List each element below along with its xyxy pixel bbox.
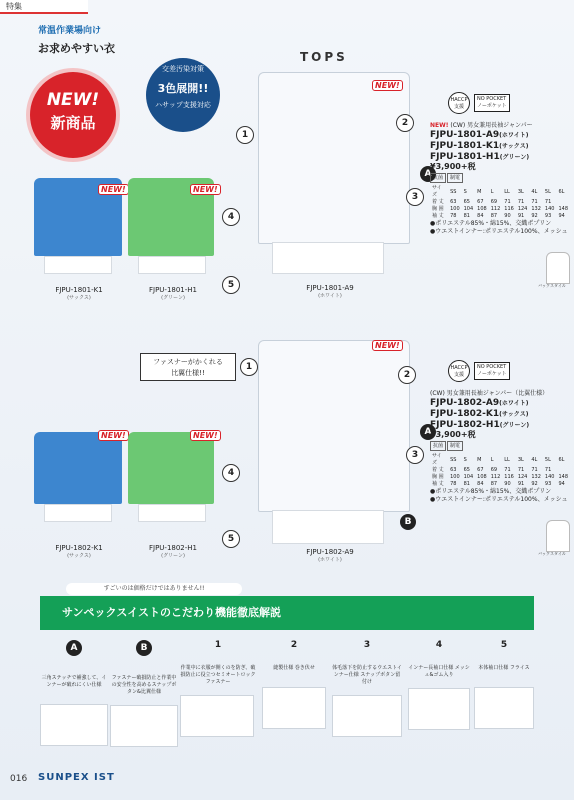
feature-5: 5 本体袖口仕様 フライス (474, 640, 534, 729)
new-tag: NEW! (98, 430, 129, 441)
back-style-label: バックスタイル (538, 283, 566, 288)
new-tag: NEW! (190, 430, 221, 441)
caption-1802-h1: FJPU-1802-H1 (グリーン) (148, 544, 198, 559)
caption-1801-k1: FJPU-1801-K1 (サックス) (55, 286, 103, 301)
feature-photo (110, 705, 178, 747)
round-badge-line3: ハサップ支援対応 (155, 101, 211, 109)
haccp-badge: HACCP 支援 (448, 92, 470, 114)
category-label: 常温作業場向け (38, 26, 102, 36)
brand-logo: SUNPEX IST (38, 772, 115, 783)
inner-image (138, 504, 206, 522)
feature-photo (408, 688, 470, 730)
feature-3: 3 体毛落下を防止するウエストインナー仕様 スナップボタン留付け (332, 640, 402, 737)
nopocket-badge: NO POCKET ノーポケット (474, 94, 510, 112)
detail-point-a: A (420, 166, 436, 182)
detail-point-2: 2 (398, 366, 416, 384)
feature-b: B ファスナー破損防止と作業中の安全性を高めるスナップボタン&比翼仕様 (110, 640, 178, 747)
feature-2: 2 縫製仕様 巻き伏せ (262, 640, 326, 729)
new-tag: NEW! (98, 184, 129, 195)
detail-point-3: 3 (406, 446, 424, 464)
feature-photo (474, 687, 534, 729)
feature-photo (180, 695, 254, 737)
subtitle: お求めやすい衣 (38, 42, 115, 55)
speech-bubble: ファスナーがかくれる 比翼仕様!! (140, 353, 236, 381)
feature-photo (40, 704, 108, 746)
back-style-image (546, 520, 570, 552)
inner-image (138, 256, 206, 274)
detail-point-3: 3 (406, 188, 424, 206)
inner-image (272, 242, 384, 274)
inner-image (44, 256, 112, 274)
new-product-badge (30, 72, 116, 158)
new-badge-line1: NEW! (46, 90, 100, 110)
feature-4: 4 インナー長袖口仕様 メッシュ&ゴム入り (408, 640, 470, 730)
feature-photo (332, 695, 402, 737)
new-tag: NEW! (372, 340, 403, 351)
jacket-image-white (258, 340, 410, 512)
new-tag: NEW! (372, 80, 403, 91)
banner-title: サンペックスイストのこだわり機能徹底解説 (62, 606, 282, 619)
detail-point-5: 5 (222, 276, 240, 294)
jacket-image-white (258, 72, 410, 244)
detail-point-5: 5 (222, 530, 240, 548)
banner-pill: すごいのは価格だけではありません!! (66, 583, 242, 595)
inner-image (44, 504, 112, 522)
round-badge-line2: 3色展開!! (157, 82, 209, 95)
page-number: 016 (10, 774, 28, 784)
back-style-label: バックスタイル (538, 551, 566, 556)
round-badge-line1: 交差汚染対策 (162, 65, 204, 73)
inner-image (272, 510, 384, 544)
feature-1: 1 作業中に衣服が開くのを防ぎ、破損防止に役立つセミオートロックファスナー (180, 640, 256, 737)
detail-point-1: 1 (240, 358, 258, 376)
detail-point-4: 4 (222, 208, 240, 226)
detail-point-2: 2 (396, 114, 414, 132)
feature-round-badge (146, 58, 220, 132)
size-table-1802: サイズ SS S M L LL 3L 4L 5L 6L 着 丈 63 65 67 69 71 71 71 71 胸 囲 100 104 108 112 116 124 132 140 148 袖 丈 78 81 84 87 90 91 92 93 94 (432, 453, 568, 487)
section-tab: 特集 (0, 0, 88, 14)
feature-photo (262, 687, 326, 729)
caption-1802-k1: FJPU-1802-K1 (サックス) (55, 544, 103, 559)
detail-point-1: 1 (236, 126, 254, 144)
spec-block-1802: (CW) 男女兼用長袖ジャンパー（比翼仕様） FJPU-1802-A9(ホワイト) FJPU-1802-K1(サックス) FJPU-1802-H1(グリーン) ¥3,900+税 抗菌 制電 サイズ SS S M L LL 3L 4L 5L 6L 着 丈 63 65 67 69 71 71 71 71 胸 囲 100 104 108 112 116 124 132 140 148 袖 丈 78 81 84 87 90 91 92 93 94 ●ポリエステル85%・綿15%、交織ポプリン ●ウエストインナー:ポリエステル100%、メッシュ (430, 390, 568, 503)
tops-label: TOPS (300, 50, 348, 64)
caption-1801-h1: FJPU-1801-H1 (グリーン) (148, 286, 198, 301)
jacket-image-green (128, 432, 214, 504)
new-badge-line2: 新商品 (50, 114, 96, 132)
caption-1802-a9: FJPU-1802-A9 (ホワイト) (306, 548, 354, 563)
haccp-badge: HACCP 支援 (448, 360, 470, 382)
size-table-1801: サイズ SS S M L LL 3L 4L 5L 6L 着 丈 63 65 67 69 71 71 71 71 胸 囲 100 104 108 112 116 124 132 140 148 袖 丈 78 81 84 87 90 91 92 93 94 (432, 185, 568, 219)
caption-1801-a9: FJPU-1801-A9 (ホワイト) (306, 284, 354, 299)
spec-block-1801: NEW! (CW) 男女兼用長袖ジャンパー FJPU-1801-A9(ホワイト) FJPU-1801-K1(サックス) FJPU-1801-H1(グリーン) ¥3,900+税 抗菌 制電 サイズ SS S M L LL 3L 4L 5L 6L 着 丈 63 65 67 69 71 71 71 71 胸 囲 100 104 108 112 116 124 132 140 148 袖 丈 78 81 84 87 90 91 92 93 94 ●ポリエステル85%・綿15%、交織ポプリン ●ウエストインナー:ポリエステル100%、メッシュ (430, 122, 568, 235)
feature-banner (40, 596, 534, 630)
new-tag: NEW! (190, 184, 221, 195)
feature-a: A 三角ステッチで補強して、インナーが破れにくい仕様 (40, 640, 108, 746)
detail-point-b: B (400, 514, 416, 530)
jacket-image-blue (34, 432, 122, 504)
detail-point-a: A (420, 424, 436, 440)
nopocket-badge: NO POCKET ノーポケット (474, 362, 510, 380)
detail-point-4: 4 (222, 464, 240, 482)
features-row (40, 640, 534, 765)
back-style-image (546, 252, 570, 284)
